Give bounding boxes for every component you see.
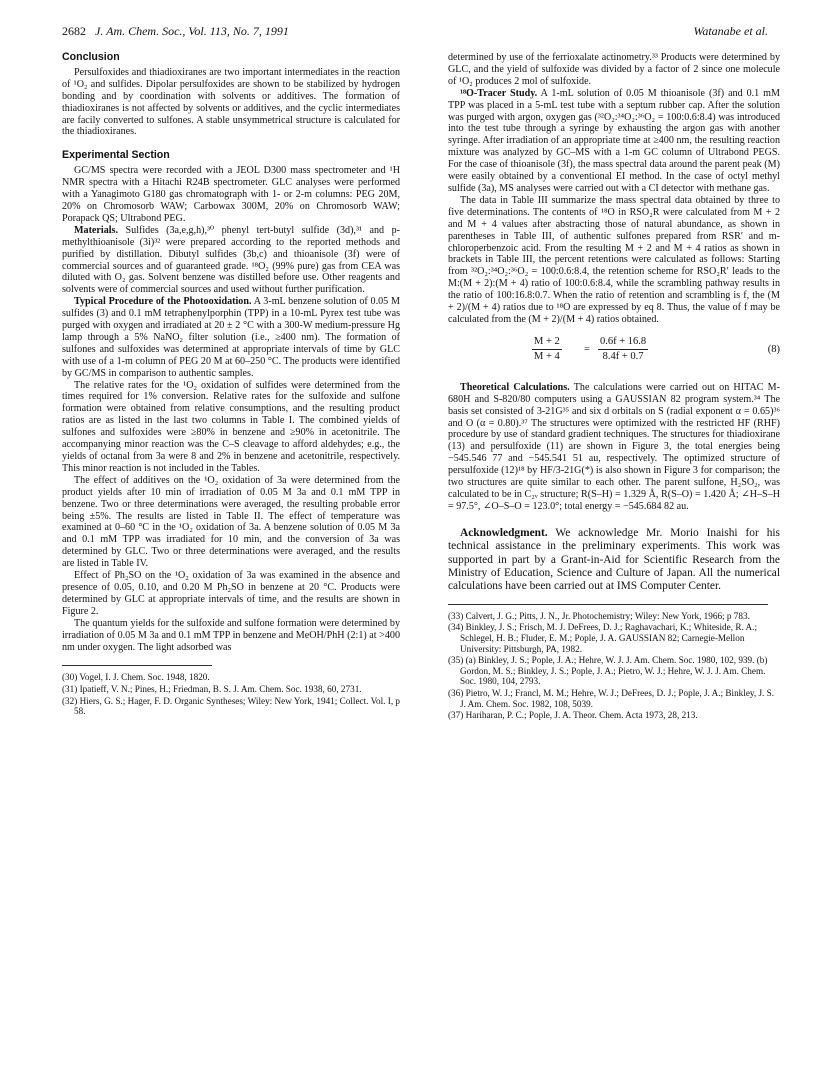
theoretical-calculations-paragraph [448,382,780,513]
typical-procedure-text: A 3-mL benzene solution of 0.05 M sulfides (3) and 0.1 mM tetraphenylporphin (TPP) in a 10-mL Pyrex test tube was purged with oxygen and irradiated at 20 ± 2 °C with a 300-W medium-pressure Hg lamp through a 5% NaNO₂ filter solution (i.e., ≥400 nm). The formation of sulfones and sulfoxides was determined at appropriate intervals of time by GLC with use of a 1-m column of PEG 20 M at 60–250 °C. The products were identified by GC/MS in comparison to authentic samples. [62,296,401,379]
mass-spectral-data-paragraph: The data in Table III summarize the mass spectral data obtained by three to five determinations. The contents of ¹⁸O in RSO₂R were calculated from M + 2 and M + 4 values after abstracting those of natural abundance, as shown in parentheses in Table III, of authentic sulfones prepared from RSR′ and m-chloroperbenzoic acid. From the resulting M + 2 and M + 4 ratios as shown in brackets in Table III, the percent retentions were calculated as follows: Starting from ³²O₂:³⁴O₂:³⁶O₂ = 100:0.6:8.4, the retention scheme for RSO₂R′ leads to the M:(M + 2):(M + 4) ratio of 100:0.6:8.4, while the scrambling pathway results in the ratio of 100:16.8:0.7. When the ratio of retention and scrambling is f, the (M + 2)/(M + 4) ratios due to ¹⁸O are expressed by eq 8. Thus, the value of f may be calculated from the (M + 2)/(M + 4) ratios obtained. [448,194,780,325]
acknowledgment-text: We acknowledge Mr. Morio Inaishi for his technical assistance in the preliminary experiments. This work was supported in part by a Grant-in-Aid for Scientific Research from the Ministry of Education, Science and Culture of Japan. All the numerical calculations have been carried out at IMS Computer Center. [448,526,780,593]
tracer-study-runin: ¹⁸O-Tracer Study. [460,87,538,99]
reference-35: (35) (a) Binkley, J. S.; Pople, J. A.; Hehre, W. J. J. Am. Chem. Soc. 1980, 102, 939. (b) Gordon, M. S.; Binkley, J. S.; Pople, J. A.; Pietro, W. J.; Hehre, W. J. J. Am. Chem. Soc. 1980, 104, 2793. [448,655,768,687]
reference-32: (32) Hiers, G. S.; Hager, F. D. Organic Syntheses; Wiley: New York, 1941; Collect. Vol. I, p 58. [62,695,401,717]
journal-citation: J. Am. Chem. Soc., Vol. 113, No. 7, 1991 [95,24,289,38]
equation-rhs-numerator: 0.6f + 16.8 [600,335,647,347]
right-column [448,52,780,722]
tracer-study-paragraph [448,88,780,195]
theoretical-runin: Theoretical Calculations. [460,381,570,393]
experimental-heading: Experimental Section [62,149,170,162]
equation-rhs-denominator: 8.4f + 0.7 [602,350,644,362]
reference-31: (31) Ipatieff, V. N.; Pines, H.; Friedman, B. S. J. Am. Chem. Soc. 1938, 60, 2731. [62,684,362,694]
additives-paragraph: The effect of additives on the ¹O₂ oxidation of 3a were determined from the product yields after 10 min of irradiation of 0.05 M 3a and 0.1 mM TPP in benzene. Two or three determinations were averaged, the resulting probable error being ±5%. The results are listed in Table II. The effect of temperature was examined at 0–60 °C in the ¹O₂ oxidation of 3a. A benzene solution of 0.05 M 3a and 0.1 mM TPP was irradiated for 10 min, and the conversion of 3a was determined by GLC. Two or three determinations were averaged, and the results are listed in Table IV. [62,474,400,570]
conclusion-heading: Conclusion [62,51,120,63]
materials-runin: Materials. [74,224,119,236]
footnotes-right [448,611,780,721]
footnote-rule [62,665,212,666]
acknowledgment-paragraph [448,527,780,594]
gcms-paragraph: GC/MS spectra were recorded with a JEOL D300 mass spectrometer and ¹H NMR spectra with a Hitachi R24B spectrometer. GLC analyses were performed with a Yanagimoto G180 gas chromatograph with 1- or 2-m columns: PEG 20M, 20% on Chromosorb WAW; Carbowax 300M, 20% on Chromosorb WAW; Porapack QS; Ultrabond PEG. [62,165,400,224]
typical-procedure-runin: Typical Procedure of the Photooxidation. [74,296,252,308]
reference-30: (30) Vogel, I. J. Chem. Soc. 1948, 1820. [62,672,210,683]
quantum-yield-paragraph: The quantum yields for the sulfoxide and sulfone formation were determined by irradiation of 0.05 M 3a and 0.1 mM TPP in benzene and MeOH/PhH (2:1) at >400 nm under oxygen. The light adsorbed was [62,617,400,653]
reference-37: (37) Hariharan, P. C.; Pople, J. A. Theor. Chem. Acta 1973, 28, 213. [448,710,698,721]
ph2so-paragraph: Effect of Ph₂SO on the ¹O₂ oxidation of 3a was examined in the absence and presence of 0.05, 0.10, and 0.20 M Ph₂SO in benzene at 20 °C. Products were determined by GLC at appropriate intervals of time, and the results are shown in Figure 2. [62,570,400,617]
left-column [62,52,400,718]
equation-number: (8) [767,343,780,355]
page-number: 2682 [62,24,86,38]
materials-text: Sulfides (3a,e,g,h),³⁰ phenyl tert-butyl sulfide (3d),³¹ and p-methylthioanisole (3i)³² were prepared according to the reported methods and purified by distillation. Dibutyl sulfides (3b,c) and thioanisole (3f) were of commercial sources and of guaranteed grade. ¹⁸O₂ (99% pure) gas from CEA was diluted with O₂ gas. Solvent benzene was distilled before use. Other reagents and solvents were of commercial sources and used without further purification. [62,224,400,296]
equation-8 [448,334,780,372]
header-left [62,24,289,39]
equation-lhs-denominator: M + 4 [534,350,560,362]
running-header [62,24,768,44]
equation-lhs-numerator: M + 2 [534,335,560,347]
conclusion-paragraph: Persulfoxides and thiadioxiranes are two important intermediates in the reaction of ¹O₂ and sulfides. Dipolar persulfoxides are shown to be stabilized by hydrogen bonding and by coordination with solvents or additives. The formation of thiadioxiranes is not affected by solvents or additives, and the cyclic intermediates are facily converted to sulfones. A stable unsymmetrical structure is calculated for the thiadioxiranes. [62,66,400,138]
continued-paragraph: determined by use of the ferrioxalate actinometry.³³ Products were determined by GLC, and the yield of sulfoxide was divided by a factor of 2 since one molecule of ¹O₂ produces 2 mol of sulfoxide. [448,52,780,87]
reference-33: (33) Calvert, J. G.; Pitts, J. N., Jr. Photochemistry; Wiley: New York, 1966; p 783. [448,610,750,621]
theoretical-text: The calculations were carried out on HITAC M-680H and S-820/80 computers using a GAUSSIAN 82 program system.³⁴ The basis set consisted of 3-21G³⁵ and six d orbitals on S (radial exponent α = 0.65)³⁶ and O (α = 0.80).³⁷ The structures were optimized with the restricted HF (RHF) procedure by use of standard gradient techniques. The structures for thiadioxirane (13) and persulfoxide (11) are shown in Figure 3, the total energies being −545.546 77 and −545.541 51 au, respectively. The optimized structure of persulfoxide (12)¹⁸ by HF/3-21G(*) is also shown in Figure 3 for comparison; the two structures are quite similar to each other. The parent sulfone, H₂SO₂, was calculated to be in C₂ᵥ structure; R(S–H) = 1.329 Å, R(S–O) = 1.420 Å; ∠H–S–H = 97.5°, ∠O–S–O = 123.0°; total energy = −545.684 82 au. [448,381,780,512]
tracer-study-text: A 1-mL solution of 0.05 M thioanisole (3f) and 0.1 mM TPP was placed in a 5-mL test tube with a septum rubber cap. After the solution was purged with argon, oxygen gas (³²O₂:³⁴O₂:³⁶O₂ = 100:0.6:8.4) was introduced into the test tube through a syringe by exhausting the argon gas with another syringe. After irradiation of an appropriate time at ≥400 nm, the resulting reaction mixture was analyzed by GC–MS with a 1-m GC column of Ultrabond PEGS. For the case of thioanisole (3f), the mass spectral data around the parent peak (M) were easily obtained by a conventional EI method. In the case of octyl methyl sulfide (3a), MS analyses were carried out with a CI detector with methane gas. [448,87,780,194]
reference-34: (34) Binkley, J. S.; Frisch, M. J. DeFrees, D. J.; Raghavachari, K.; Whiteside, R. A.; Schlegel, H. B.; Fluder, E. M.; Pople, J. A. GAUSSIAN 82; Carnegie-Mellon University: Pittsburgh, PA, 1982. [448,622,758,654]
acknowledgment-heading: Acknowledgment. [460,526,548,539]
typical-procedure-paragraph [62,296,400,379]
relative-rates-paragraph: The relative rates for the ¹O₂ oxidation of sulfides were determined from the times required for 1% conversion. Relative rates for the sulfoxide and sulfone formation were obtained from relative consumptions, and the resulting product ratios are as listed in the last two columns in Table I. The combined yields of sulfones and sulfoxides were ≥80% in benzene and ≥90% in acetonitrile. The accompanying minor reaction was the C–S cleavage to afford aldehydes; e.g., the yields of octanal from 3a were 8 and 2% in benzene and acetonitrile, respectively. This minor reaction is not included in the Tables. [62,379,400,474]
header-authors: Watanabe et al. [693,24,768,38]
reference-36: (36) Pietro, W. J.; Francl, M. M.; Hehre, W. J.; DeFrees, D. J.; Pople, J. A.; Binkley, J. S. J. Am. Chem. Soc. 1982, 108, 5039. [448,688,775,709]
equation-rhs-fraction [598,336,648,363]
footnotes-left [62,672,400,716]
footnote-rule-right [448,604,768,605]
equation-lhs-fraction [532,336,562,363]
materials-paragraph [62,225,400,296]
equation-equals: = [584,343,590,355]
